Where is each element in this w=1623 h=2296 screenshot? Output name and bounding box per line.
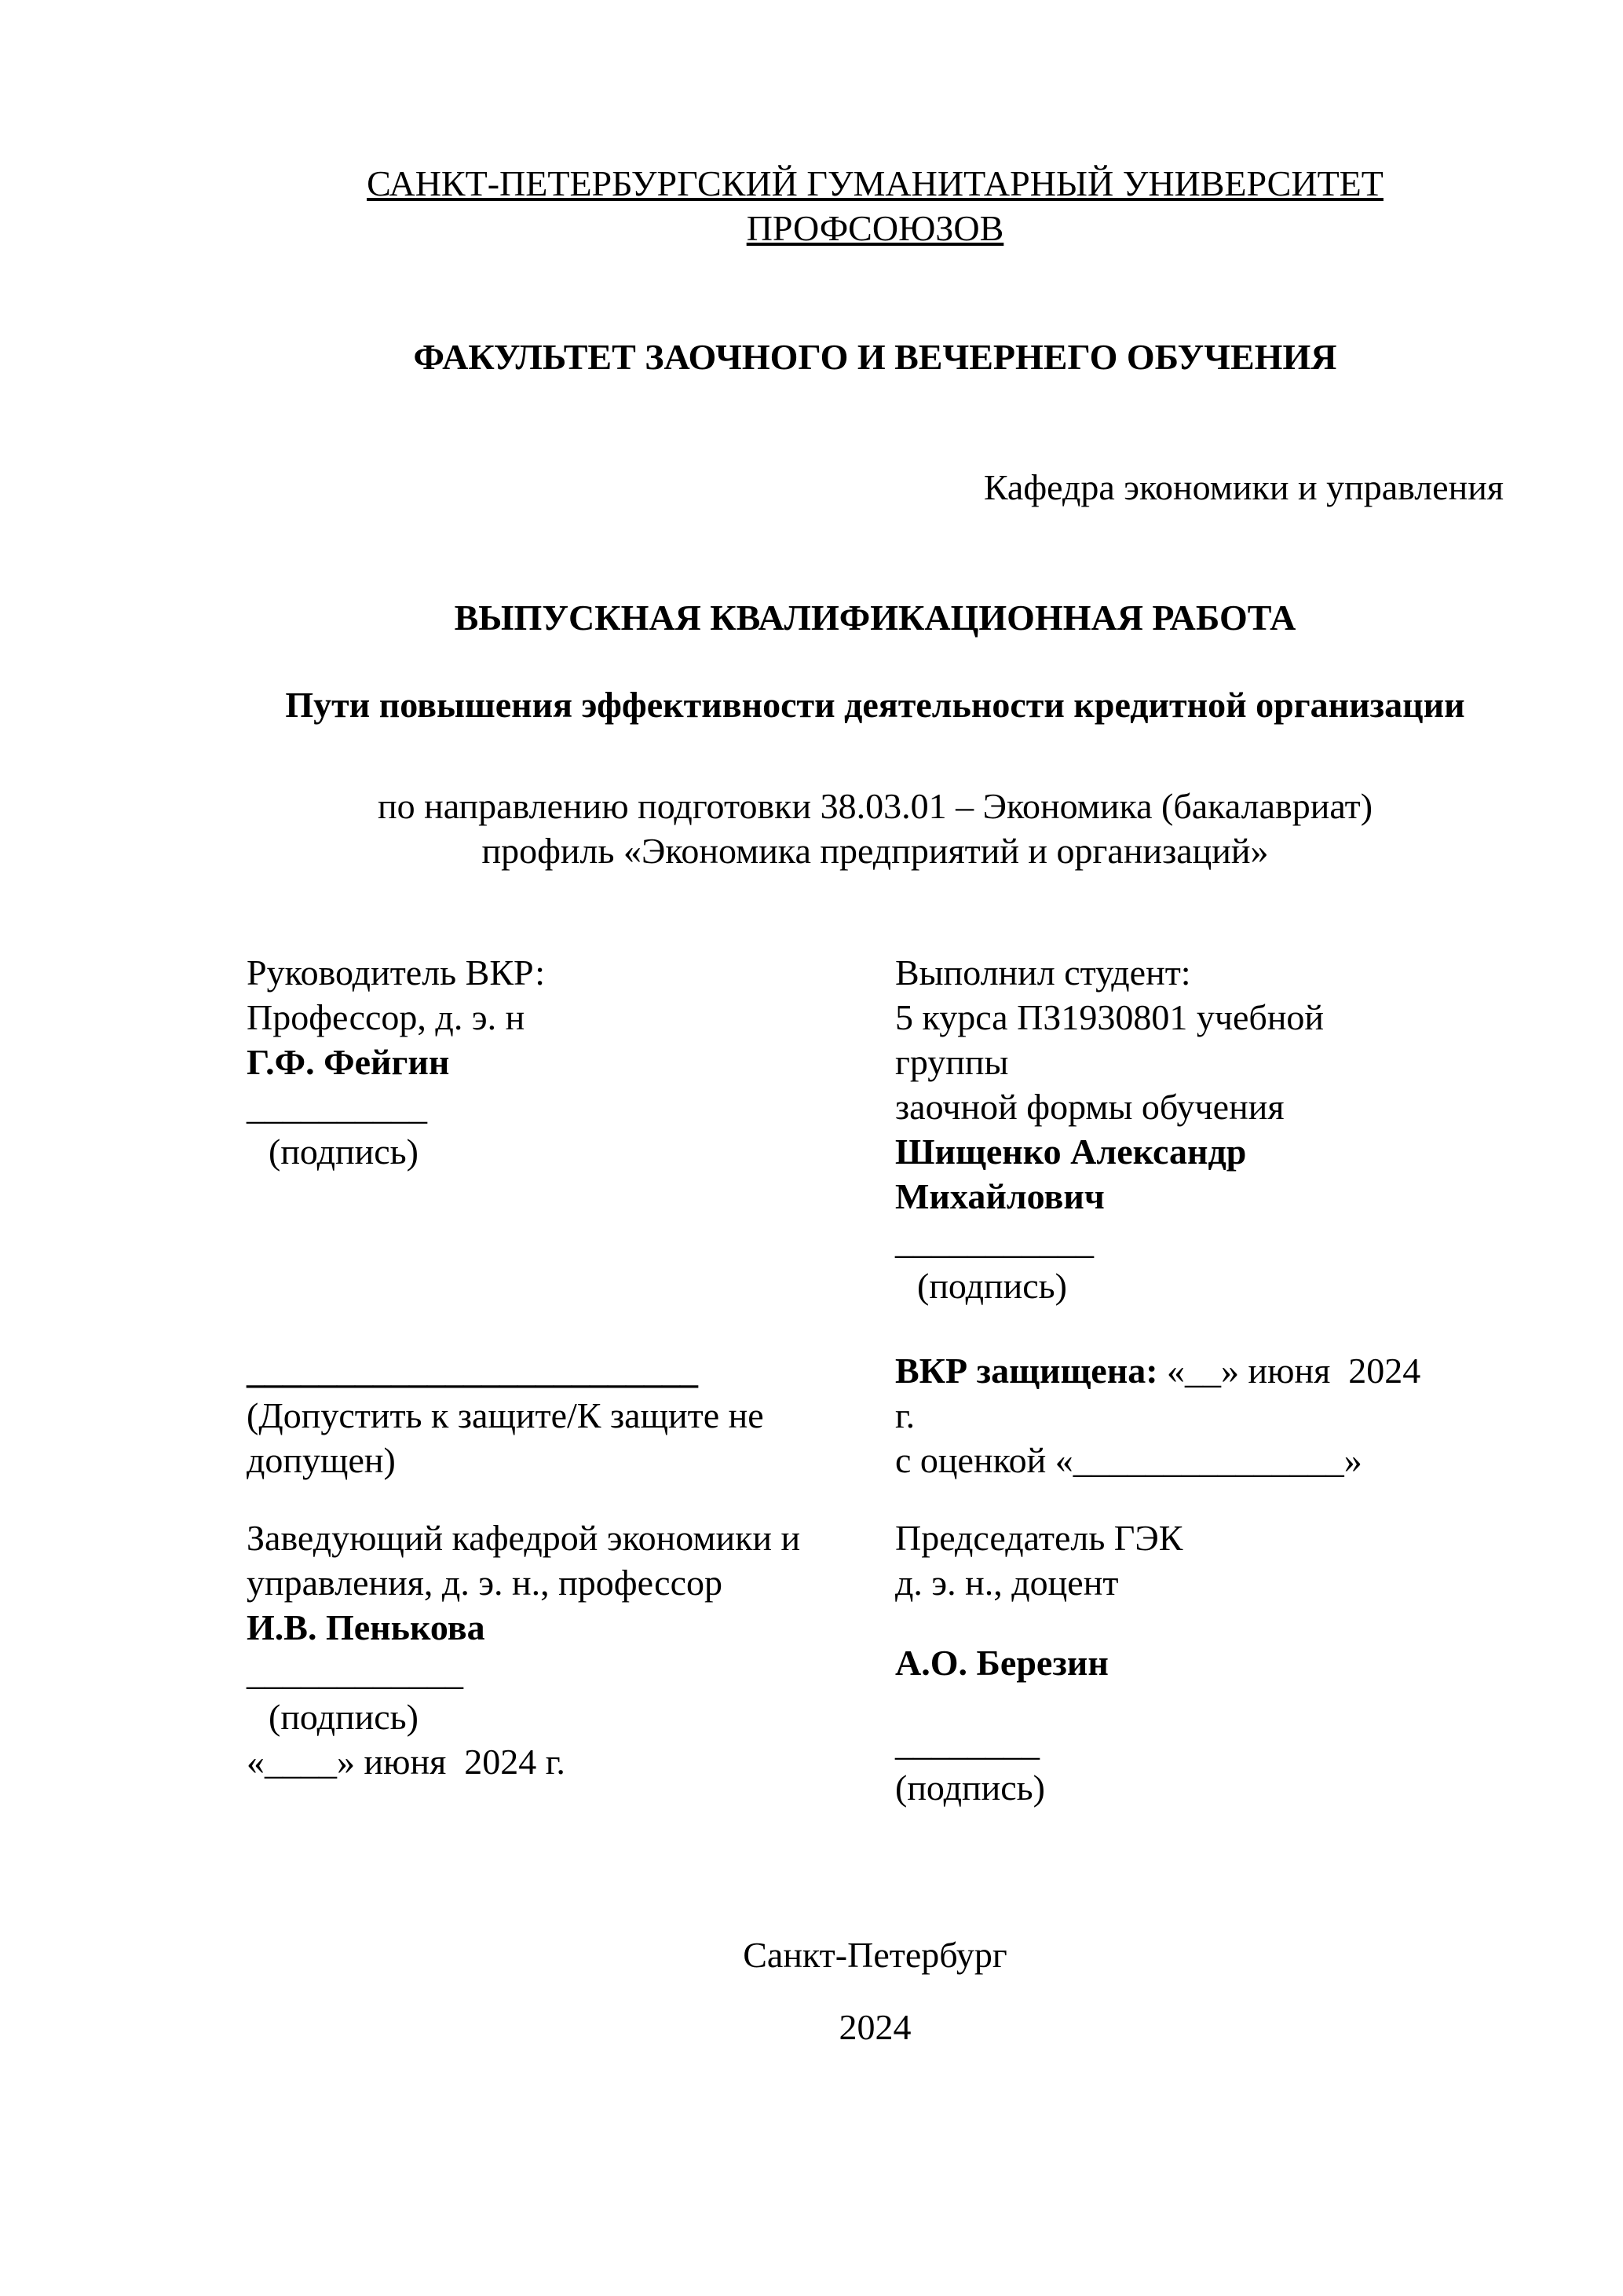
student-form: заочной формы обучения (895, 1087, 1285, 1127)
defense-date-line1 (895, 1348, 1504, 1393)
admission-block (247, 1348, 895, 1483)
student-label: Выполнил студент: (895, 952, 1191, 993)
direction-line2: профиль «Экономика предприятий и организаций» (481, 831, 1269, 871)
footer-block (247, 1932, 1504, 2049)
head-signature-line: ____________ (247, 1652, 463, 1692)
supervisor-signature-caption: (подпись) (269, 1132, 419, 1172)
university-line2: ПРОФСОЮЗОВ (746, 208, 1004, 248)
signatures-row-2 (247, 1348, 1504, 1483)
chairman-block (895, 1515, 1504, 1810)
head-signature-caption: (подпись) (269, 1697, 419, 1737)
student-group-line1: 5 курса ПЗ1930801 учебной (895, 997, 1325, 1037)
student-group-line2: группы (895, 1042, 1009, 1082)
student-name-line2: Михайлович (895, 1176, 1105, 1216)
defense-label: ВКР защищена: (895, 1351, 1158, 1391)
department-name: Кафедра экономики и управления (983, 467, 1504, 507)
student-signature-line: ___________ (895, 1221, 1094, 1261)
supervisor-signature-line: __________ (247, 1087, 427, 1127)
signatures-row-1 (247, 950, 1504, 1308)
supervisor-name: Г.Ф. Фейгин (247, 1042, 450, 1082)
defense-grade-line: с оценкой «_______________» (895, 1440, 1362, 1480)
chairman-line2: д. э. н., доцент (895, 1563, 1119, 1603)
admission-blank-line: _________________________ (247, 1351, 698, 1391)
supervisor-block (247, 950, 895, 1308)
chairman-signature-line: ________ (895, 1723, 1040, 1763)
university-line1: САНКТ-ПЕТЕРБУРГСКИЙ ГУМАНИТАРНЫЙ УНИВЕРСИТЕТ (367, 163, 1384, 203)
student-signature-caption: (подпись) (917, 1266, 1067, 1306)
head-line2: управления, д. э. н., профессор (247, 1563, 722, 1603)
signatures-row-3 (247, 1515, 1504, 1810)
chairman-line1: Председатель ГЭК (895, 1518, 1183, 1558)
defense-date-line2: г. (895, 1395, 916, 1435)
defense-date-rest: «__» июня 2024 (1157, 1351, 1421, 1391)
footer-city: Санкт-Петербург (743, 1935, 1007, 1975)
student-block (895, 950, 1504, 1308)
student-name-line1: Шищенко Александр (895, 1132, 1247, 1172)
supervisor-label: Руководитель ВКР: (247, 952, 546, 993)
chairman-signature-caption: (подпись) (895, 1768, 1045, 1808)
head-name: И.В. Пенькова (247, 1607, 485, 1647)
head-date-line: «____» июня 2024 г. (247, 1742, 565, 1782)
thesis-title: Пути повышения эффективности деятельности кредитной организации (285, 685, 1465, 725)
footer-year: 2024 (839, 2007, 912, 2047)
defense-block (895, 1348, 1504, 1483)
chairman-name: А.О. Березин (895, 1643, 1109, 1683)
university-name (247, 161, 1504, 250)
supervisor-position: Профессор, д. э. н (247, 997, 525, 1037)
admission-caption-line1: (Допустить к защите/К защите не (247, 1395, 764, 1435)
head-of-department-block (247, 1515, 895, 1810)
faculty-title: ФАКУЛЬТЕТ ЗАОЧНОГО И ВЕЧЕРНЕГО ОБУЧЕНИЯ (413, 337, 1337, 377)
admission-caption-line2: допущен) (247, 1440, 396, 1480)
direction-line1: по направлению подготовки 38.03.01 – Экономика (бакалавриат) (377, 786, 1373, 826)
work-type-title: ВЫПУСКНАЯ КВАЛИФИКАЦИОННАЯ РАБОТА (454, 598, 1296, 638)
direction-block (247, 784, 1504, 873)
head-line1: Заведующий кафедрой экономики и (247, 1518, 801, 1558)
